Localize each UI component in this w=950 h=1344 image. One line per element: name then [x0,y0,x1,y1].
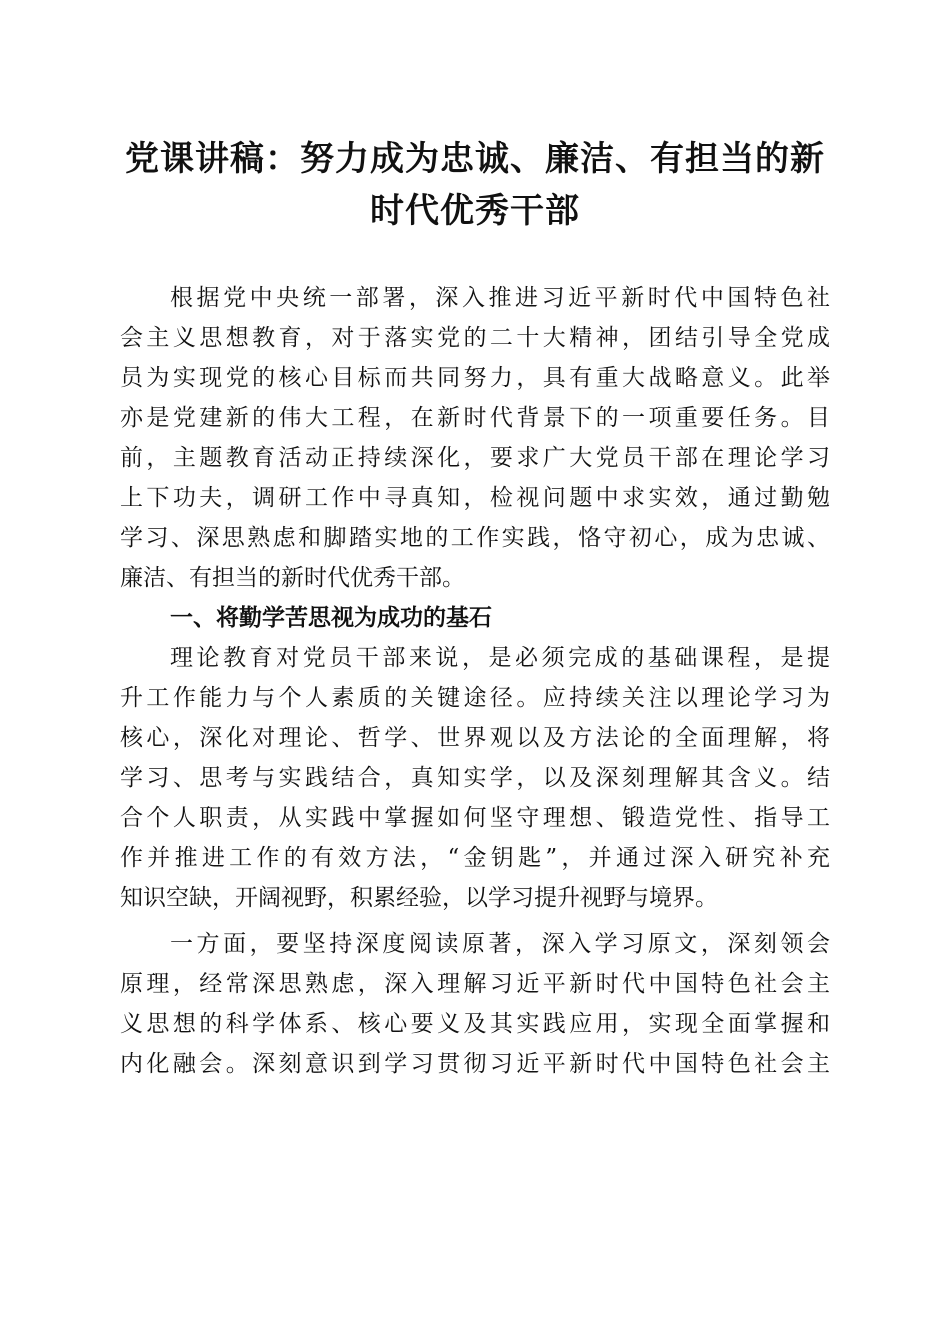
text-line: 廉洁、有担当的新时代优秀干部。 [120,565,465,591]
text-line: 一方面，要坚持深度阅读原著，深入学习原文，深刻领会 [170,931,830,957]
text-line: 员为实现党的核心目标而共同努力，具有重大战略意义。此举 [120,365,830,391]
title-line: 党课讲稿：努力成为忠诚、廉洁、有担当的新 [125,139,825,179]
text-line: 亦是党建新的伟大工程，在新时代背景下的一项重要任务。目 [120,405,830,431]
text-line: 上下功夫，调研工作中寻真知，检视问题中求实效，通过勤勉 [120,485,830,511]
document-title [110,133,840,237]
paragraph-reading [120,924,830,1084]
text-line: 原理，经常深思熟虑，深入理解习近平新时代中国特色社会主 [120,971,830,997]
text-line: 内化融会。深刻意识到学习贯彻习近平新时代中国特色社会主 [120,1051,830,1077]
document-body [120,278,830,1084]
title-line: 时代优秀干部 [370,191,580,231]
text-line: 学习、思考与实践结合，真知实学，以及深刻理解其含义。结 [120,765,830,791]
text-line: 义思想的科学体系、核心要义及其实践应用，实现全面掌握和 [120,1011,830,1037]
section-heading: 一、将勤学苦思视为成功的基石 [170,605,492,631]
text-line: 合个人职责，从实践中掌握如何坚守理想、锻造党性、指导工 [120,805,830,831]
text-line: 根据党中央统一部署，深入推进习近平新时代中国特色社 [170,285,830,311]
text-line: 知识空缺，开阔视野，积累经验，以学习提升视野与境界。 [120,885,718,911]
text-line: 会主义思想教育，对于落实党的二十大精神，团结引导全党成 [120,325,830,351]
text-line: 理论教育对党员干部来说，是必须完成的基础课程，是提 [170,645,830,671]
text-line: 学习、深思熟虑和脚踏实地的工作实践，恪守初心，成为忠诚、 [120,525,830,551]
text-line: 作并推进工作的有效方法，“金钥匙”，并通过深入研究补充 [120,845,830,871]
text-line: 核心，深化对理论、哲学、世界观以及方法论的全面理解，将 [120,725,830,751]
text-line: 前，主题教育活动正持续深化，要求广大党员干部在理论学习 [120,445,830,471]
paragraph-intro [120,278,830,598]
paragraph-theory [120,638,830,918]
text-line: 升工作能力与个人素质的关键途径。应持续关注以理论学习为 [120,685,830,711]
